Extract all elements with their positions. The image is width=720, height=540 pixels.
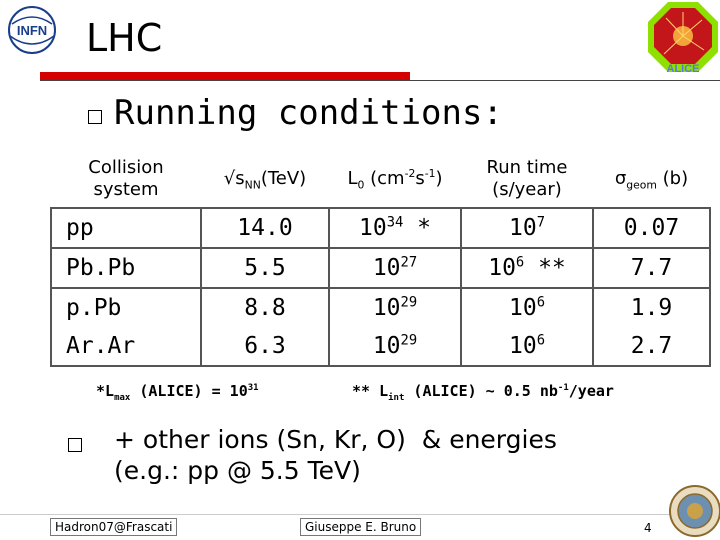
cell-run-time: $10^7$ [461,208,593,248]
header-luminosity: $L_0$ $(cm^{-2}s^{-1})$ [347,166,443,192]
cell-sigma: 2.7 [593,327,710,366]
cell-luminosity: $10^{29}$ [329,327,461,366]
cell-system: p.Pb [51,288,201,327]
university-seal-icon [668,484,720,538]
header-sigma-geom: $\sigma_{geom}$ (b) [614,167,689,192]
bullet-other-ions-line2: (e.g.: pp @ 5.5 TeV) [114,456,361,485]
header-run-time: Run time (s/year) [486,156,568,200]
cell-sigma: 0.07 [593,208,710,248]
alice-logo-text: ALICE [666,63,700,74]
header-collision-system: Collision system [88,156,164,200]
bullet-other-ions [114,424,557,486]
footer-conference: Hadron07@Frascati [50,518,177,536]
note-lint: ** $L_{int}$ (ALICE) ~ 0.5 $nb^{-1}$/year [352,382,614,403]
title-divider [40,80,720,81]
table-row [51,327,710,366]
cell-run-time: $10^6$ [461,327,593,366]
bullet-square-icon [88,110,102,124]
cell-system: Ar.Ar [51,327,201,366]
cell-run-time: $10^6$ [461,288,593,327]
note-lmax: $*L_{max}$ (ALICE) = $10^{31}$ [96,382,259,403]
cell-sqrt-s: 5.5 [201,248,329,288]
cell-sqrt-s: 6.3 [201,327,329,366]
table-row [51,288,710,327]
infn-logo [4,4,60,60]
table-header-row [51,150,710,208]
slide-title: LHC [86,16,163,60]
cell-sqrt-s: 14.0 [201,208,329,248]
alice-logo [646,0,720,74]
table-row [51,208,710,248]
bullet-other-ions-line1: + other ions (Sn, Kr, O) & energies [114,425,557,454]
cell-run-time: $10^6$ ** [461,248,593,288]
running-conditions-table [50,150,711,367]
table-row [51,248,710,288]
cell-system: Pb.Pb [51,248,201,288]
cell-sqrt-s: 8.8 [201,288,329,327]
cell-luminosity: $10^{34}$ * [329,208,461,248]
footer-divider [0,514,720,515]
footer-author: Giuseppe E. Bruno [300,518,421,536]
cell-sigma: 1.9 [593,288,710,327]
header-sqrt-s: $√s_{NN}(TeV)$ [223,167,307,192]
cell-sigma: 7.7 [593,248,710,288]
section-heading: Running conditions: [114,93,503,133]
cell-system: pp [51,208,201,248]
cell-luminosity: $10^{27}$ [329,248,461,288]
cell-luminosity: $10^{29}$ [329,288,461,327]
infn-logo-text: INFN [16,23,48,38]
bullet-square-icon [68,438,82,452]
page-number: 4 [644,521,652,535]
title-underline [40,72,410,80]
